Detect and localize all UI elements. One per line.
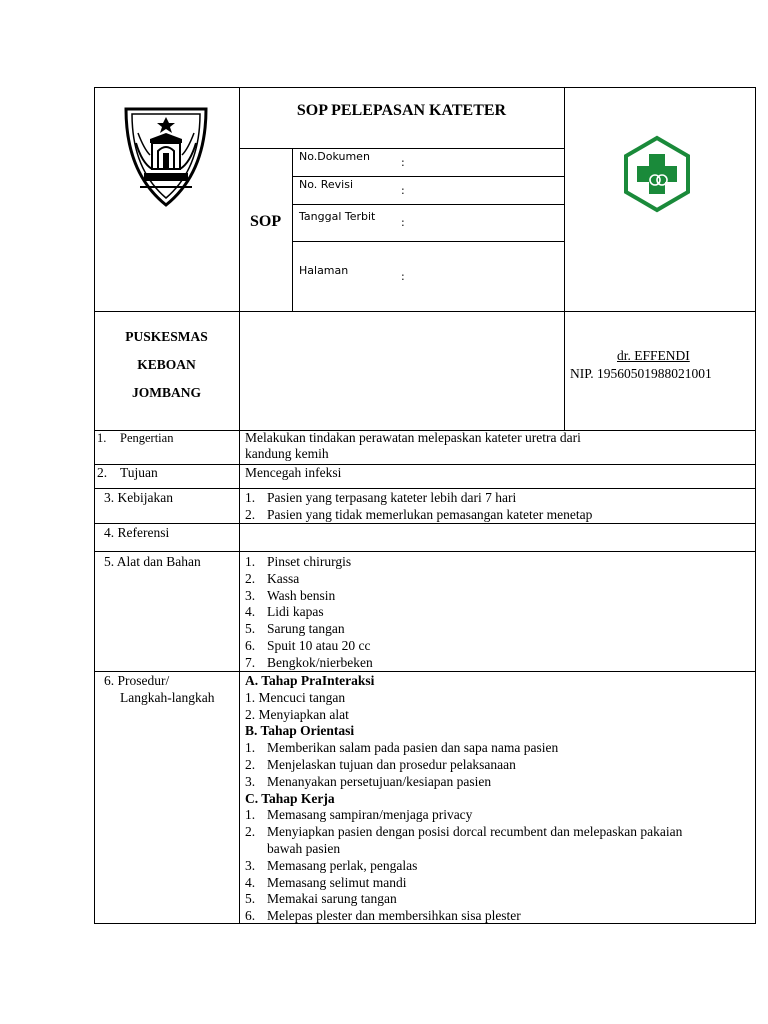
row-pengertian-line-2: kandung kemih: [245, 446, 329, 461]
field-halaman-label: Halaman: [299, 264, 349, 277]
signer-name: dr. EFFENDI: [617, 348, 690, 363]
alat-list: [245, 554, 373, 672]
section-a-title: A. Tahap PraInteraksi: [245, 673, 375, 688]
row-tujuan-text: Mencegah infeksi: [245, 465, 342, 480]
field-tanggal-terbit-label: Tanggal Terbit: [299, 210, 376, 223]
field-tanggal-terbit-value: :: [401, 216, 405, 229]
list-item: 1. Memberikan salam pada pasien dan sapa nama pasien: [245, 740, 559, 756]
list-item: 2. Pasien yang tidak memerlukan pemasangan kateter menetap: [245, 506, 593, 522]
regional-emblem-icon: [122, 103, 210, 211]
list-item: 3. Menanyakan persetujuan/kesiapan pasien: [245, 773, 492, 789]
document-title: SOP PELEPASAN KATETER: [296, 102, 507, 119]
field-no-dokumen-label: No.Dokumen: [299, 150, 370, 163]
sop-label: SOP: [250, 213, 282, 230]
row-prosedur-label-1: 6. Prosedur/: [104, 673, 170, 688]
list-item: 5. Sarung tangan: [245, 621, 345, 637]
field-no-dokumen-value: :: [401, 156, 405, 169]
list-item: 6. Spuit 10 atau 20 cc: [245, 637, 371, 653]
list-item: 1. Memasang sampiran/menjaga privacy: [245, 807, 473, 823]
row-tujuan-label: Tujuan: [120, 465, 158, 480]
list-item: 2. Menyiapkan pasien dengan posisi dorcal recumbent dan melepaskan pakaian: [245, 824, 683, 840]
field-no-revisi-value: :: [401, 184, 405, 197]
puskesmas-logo-icon: [622, 135, 692, 213]
list-item: 1. Mencuci tangan: [245, 689, 346, 705]
org-line-3: JOMBANG: [132, 385, 201, 400]
row-pengertian-num: 1.: [97, 431, 107, 445]
row-referensi-label: 4. Referensi: [104, 525, 170, 540]
row-tujuan-num: 2.: [97, 465, 108, 480]
row-kebijakan-label: 3. Kebijakan: [104, 490, 173, 505]
prosedur-content: [245, 673, 682, 925]
list-item: 2. Kassa: [245, 570, 300, 586]
field-no-revisi-label: No. Revisi: [299, 178, 354, 191]
list-item: 2. Menjelaskan tujuan dan prosedur pelaksanaan: [245, 756, 516, 772]
list-item: 4. Lidi kapas: [245, 604, 324, 620]
list-item: 2. Menyiapkan alat: [245, 706, 349, 722]
list-item: 6. Melepas plester dan membersihkan sisa plester: [245, 908, 521, 924]
list-item: 4. Memasang selimut mandi: [245, 874, 407, 890]
row-pengertian-line-1: Melakukan tindakan perawatan melepaskan kateter uretra dari: [245, 430, 581, 445]
section-b-list: [245, 740, 682, 790]
row-prosedur-label-2: Langkah-langkah: [120, 690, 215, 705]
row-pengertian-label: Pengertian: [120, 431, 174, 445]
list-item: 7. Bengkok/nierbeken: [245, 654, 373, 670]
kebijakan-list: [245, 490, 592, 524]
org-line-1: PUSKESMAS: [125, 329, 208, 344]
list-item: 3. Memasang perlak, pengalas: [245, 857, 418, 873]
list-item: 1. Pasien yang terpasang kateter lebih dari 7 hari: [245, 490, 517, 505]
field-halaman-value: :: [401, 270, 405, 283]
org-line-2: KEBOAN: [137, 357, 196, 372]
section-c-list: [245, 807, 682, 925]
list-item: 1. Pinset chirurgis: [245, 554, 352, 569]
list-item: 3. Wash bensin: [245, 587, 336, 603]
list-item: bawah pasien: [267, 840, 341, 856]
signer-nip: NIP. 19560501988021001: [570, 366, 712, 381]
section-b-title: B. Tahap Orientasi: [245, 723, 355, 739]
section-c-title: C. Tahap Kerja: [245, 790, 335, 806]
list-item: 5. Memakai sarung tangan: [245, 891, 397, 907]
row-alat-label: 5. Alat dan Bahan: [104, 554, 201, 569]
